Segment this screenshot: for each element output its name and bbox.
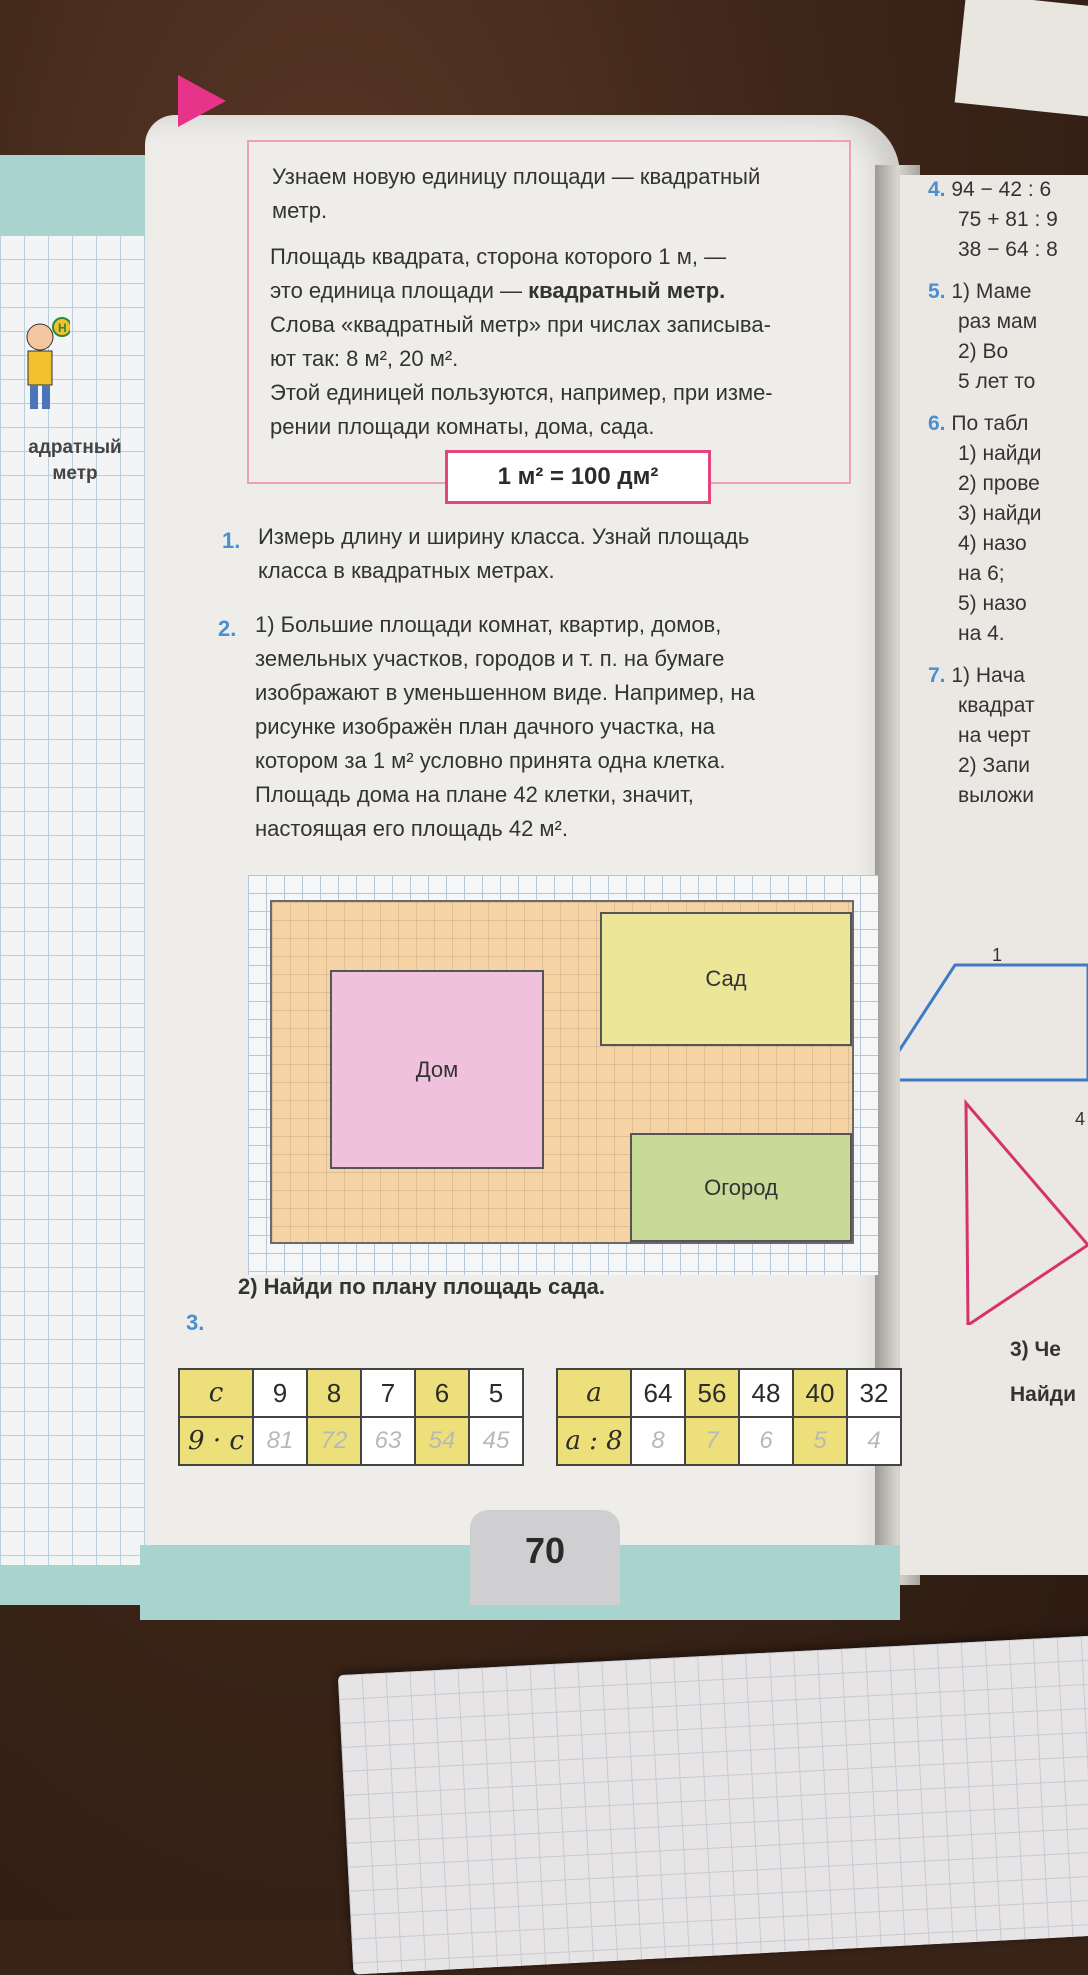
task2-number: 2. [218, 616, 237, 641]
right-item: 3) найди [958, 502, 1042, 525]
right-item: 38 − 64 : 8 [958, 238, 1058, 261]
right-page-text [928, 175, 1058, 811]
right-item: на 4. [958, 622, 1005, 645]
answer-cell: 54 [415, 1417, 469, 1465]
right-item: 5) назо [958, 592, 1027, 615]
task1-text [258, 520, 749, 588]
answer-cell: 45 [469, 1417, 523, 1465]
task3-number: 3. [186, 1310, 205, 1335]
task1-line: класса в квадратных метрах. [258, 558, 555, 583]
trapezoid-shape [900, 965, 1088, 1080]
house-area [330, 970, 544, 1169]
vegetable-garden-area [630, 1133, 852, 1242]
right-item: 4) назо [958, 532, 1027, 555]
answer-cell: 6 [739, 1417, 793, 1465]
answer-cell: 81 [253, 1417, 307, 1465]
right-item: квадрат [958, 694, 1035, 717]
task2-line: котором за 1 м² условно принята одна клетка. [255, 748, 726, 773]
right-item: 4. 94 − 42 : 6 [928, 178, 1052, 201]
right-item: выложи [958, 784, 1034, 807]
right-item: на 6; [958, 562, 1005, 585]
garden-label: Сад [705, 966, 747, 991]
right-item: 2) прове [958, 472, 1040, 495]
task2-line: Площадь дома на плане 42 клетки, значит, [255, 782, 694, 807]
answer-cell: 8 [631, 1417, 685, 1465]
table-cell: 5 [469, 1369, 523, 1417]
formula-box: 1 м² = 100 дм² [445, 450, 711, 504]
right-bottom-line1: 3) Че [1010, 1338, 1061, 1361]
table-cell: 8 [307, 1369, 361, 1417]
table-cell: 48 [739, 1369, 793, 1417]
right-page [900, 175, 1088, 1575]
multiplication-table [178, 1368, 524, 1466]
definition-line: это единица площади — квадратный метр. [270, 278, 726, 303]
answer-cell: 63 [361, 1417, 415, 1465]
right-item: 2) Запи [958, 754, 1030, 777]
definition-line: Этой единицей пользуются, например, при изме- [270, 380, 773, 405]
table-header-cell: 9 · c [179, 1417, 253, 1465]
right-item: 2) Во [958, 340, 1009, 363]
triangle-shape [966, 1103, 1088, 1325]
figure-badge-text: Н [58, 321, 67, 335]
table-cell: 56 [685, 1369, 739, 1417]
section-flag-icon [178, 75, 226, 127]
house-label: Дом [415, 1056, 459, 1082]
vegetable-garden-label: Огород [704, 1174, 778, 1200]
task2-line: настоящая его площадь 42 м². [255, 816, 568, 841]
task1-line: Измерь длину и ширину класса. Узнай площадь [258, 524, 750, 549]
garden-area [600, 912, 852, 1046]
table-row [557, 1417, 901, 1465]
task2-line: изображают в уменьшенном виде. Например, на [255, 680, 755, 705]
division-table [556, 1368, 902, 1466]
right-item: 75 + 81 : 9 [958, 208, 1058, 231]
table-cell: 9 [253, 1369, 307, 1417]
right-page-shapes [900, 945, 1088, 1325]
task2-line: рисунке изображён план дачного участка, на [255, 714, 715, 739]
right-bottom-line2: Найди [1010, 1383, 1076, 1406]
left-page-label [0, 435, 150, 487]
table-header-cell: a [557, 1369, 631, 1417]
notebook-sheet [338, 1635, 1088, 1974]
table-row [179, 1417, 523, 1465]
table-row [557, 1369, 901, 1417]
intro-line: Узнаем новую единицу площади — квадратный [272, 164, 761, 189]
task2-line: 1) Большие площади комнат, квартир, домов, [255, 612, 722, 637]
shape-label-4: 4 [1075, 1109, 1086, 1129]
corner-paper-sheet [955, 0, 1088, 117]
definition-line: ют так: 8 м², 20 м². [270, 346, 459, 371]
right-item: 5. 1) Маме [928, 280, 1032, 303]
left-label-line1: адратный [28, 437, 122, 458]
table-cell: 40 [793, 1369, 847, 1417]
table-header-cell: a : 8 [557, 1417, 631, 1465]
table-cell: 32 [847, 1369, 901, 1417]
definition-line: Слова «квадратный метр» при числах записыва- [270, 312, 771, 337]
table-header-cell: c [179, 1369, 253, 1417]
shape-label-1: 1 [992, 945, 1003, 965]
intro-line: метр. [272, 198, 328, 223]
definition-text [270, 240, 773, 444]
answer-cell: 72 [307, 1417, 361, 1465]
definition-line: рении площади комнаты, дома, сада. [270, 414, 655, 439]
term-bold: квадратный метр. [528, 278, 726, 303]
right-item: на черт [958, 724, 1031, 747]
child-figure-icon [10, 315, 70, 415]
definition-line: Площадь квадрата, сторона которого 1 м, — [270, 244, 727, 269]
task2-text [255, 608, 755, 846]
task2-line: земельных участков, городов и т. п. на бумаге [255, 646, 725, 671]
answer-cell: 5 [793, 1417, 847, 1465]
left-label-line2: метр [52, 463, 98, 484]
table-cell: 64 [631, 1369, 685, 1417]
page-number: 70 [524, 1530, 566, 1571]
answer-cell: 7 [685, 1417, 739, 1465]
table-cell: 7 [361, 1369, 415, 1417]
task2-part2: 2) Найди по плану площадь сада. [238, 1274, 606, 1299]
right-item: 1) найди [958, 442, 1042, 465]
answer-cell: 4 [847, 1417, 901, 1465]
task1-number: 1. [222, 528, 241, 553]
right-item: 6. По табл [928, 412, 1029, 435]
table-row [179, 1369, 523, 1417]
right-item: раз мам [958, 310, 1038, 333]
intro-text [272, 160, 760, 228]
right-item: 7. 1) Нача [928, 664, 1025, 687]
table-cell: 6 [415, 1369, 469, 1417]
right-item: 5 лет то [958, 370, 1036, 393]
